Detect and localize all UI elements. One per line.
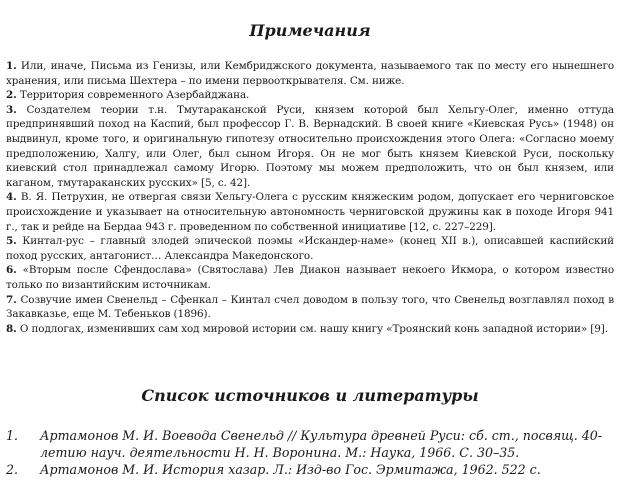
notes-list (6, 59, 614, 336)
source-text: Артамонов М. И. Воевода Свенельд // Культура древней Руси: сб. ст., посвящ. 40-летию науч. деятельности Н. Н. Воронина. М.: Наука, 1966. С. 30–35. (40, 428, 603, 460)
note-number: 5. (6, 235, 17, 248)
note-item (6, 190, 614, 234)
note-text: Территория современного Азербайджана. (19, 89, 250, 102)
note-number: 1. (6, 60, 17, 72)
note-number: 3. (6, 103, 17, 116)
note-number: 8. (6, 322, 17, 335)
note-text: В. Я. Петрухин, не отвергая связи Хельгу-Олега с русским княжеским родом, допускает его черниговское происхождение и указывает на относительную автономность черниговской дружины как в походе Игоря 941 г., так и рейде на Бердаа 943 г. проведенном по собственной инициативе [12, с. 227–229]. (6, 191, 614, 233)
note-item (6, 59, 614, 88)
note-item (6, 263, 614, 292)
source-item (6, 427, 614, 461)
note-text: «Вторым после Сфендослава» (Святослава) Лев Диакон называет некоего Икмора, о котором известно только по византийским источникам. (6, 264, 615, 291)
note-item (6, 234, 614, 263)
note-item (6, 88, 614, 103)
note-text: Кинтал-рус – главный злодей эпической поэмы «Искандер-наме» (конец XII в.), описавшей каспийский поход русских, антагонист… Александра Македонского. (6, 235, 615, 262)
note-item (6, 103, 614, 191)
notes-heading: Примечания (249, 21, 371, 40)
note-text: О подлогах, изменивших сам ход мировой истории см. нашу книгу «Троянский конь западной истории» [9]. (19, 322, 608, 335)
note-text: Созвучие имен Свенельд – Сфенкал – Кинтал счел доводом в пользу того, что Свенельд возглавлял поход в Закавказье, еще М. Тебеньков (1896). (6, 293, 615, 321)
note-text: Создателем теории т.н. Тмутараканской Руси, князем которой был Хельгу-Олег, именно оттуда предпринявший поход на Каспий, был профессор Г. В. Вернадский. В своей книге «Киевская Русь» (1948) он выдвинул, кроме того, и оригинальную гипотезу относительно происхождения этого Олега: «Согласно моему предположению, Халгу, или Олег, был сыном Игоря. Он не мог быть князем Киевской Руси, поскольку киевский стол принадлежал самому Игорю. Поэтому мы можем предположить, что он был князем, или каганом, тмутараканских русских» [5, с. 42]. (6, 103, 614, 189)
source-number: 1. (6, 428, 19, 443)
note-text: Или, иначе, Письма из Генизы, или Кембриджского документа, называемого так по месту его нынешнего хранения, или письма Шехтера – по имени первооткрывателя. См. ниже. (6, 60, 614, 87)
note-number: 7. (6, 293, 17, 306)
source-text: Артамонов М. И. История хазар. Л.: Изд-во Гос. Эрмитажа, 1962. 522 с. (40, 462, 541, 477)
note-number: 4. (6, 191, 17, 204)
sources-list (6, 427, 614, 478)
note-item (6, 322, 614, 337)
source-item (6, 461, 614, 478)
sources-heading: Список источников и литературы (141, 386, 479, 405)
note-number: 2. (6, 89, 17, 102)
note-number: 6. (6, 264, 17, 277)
source-number: 2. (6, 462, 19, 477)
note-item (6, 293, 614, 322)
